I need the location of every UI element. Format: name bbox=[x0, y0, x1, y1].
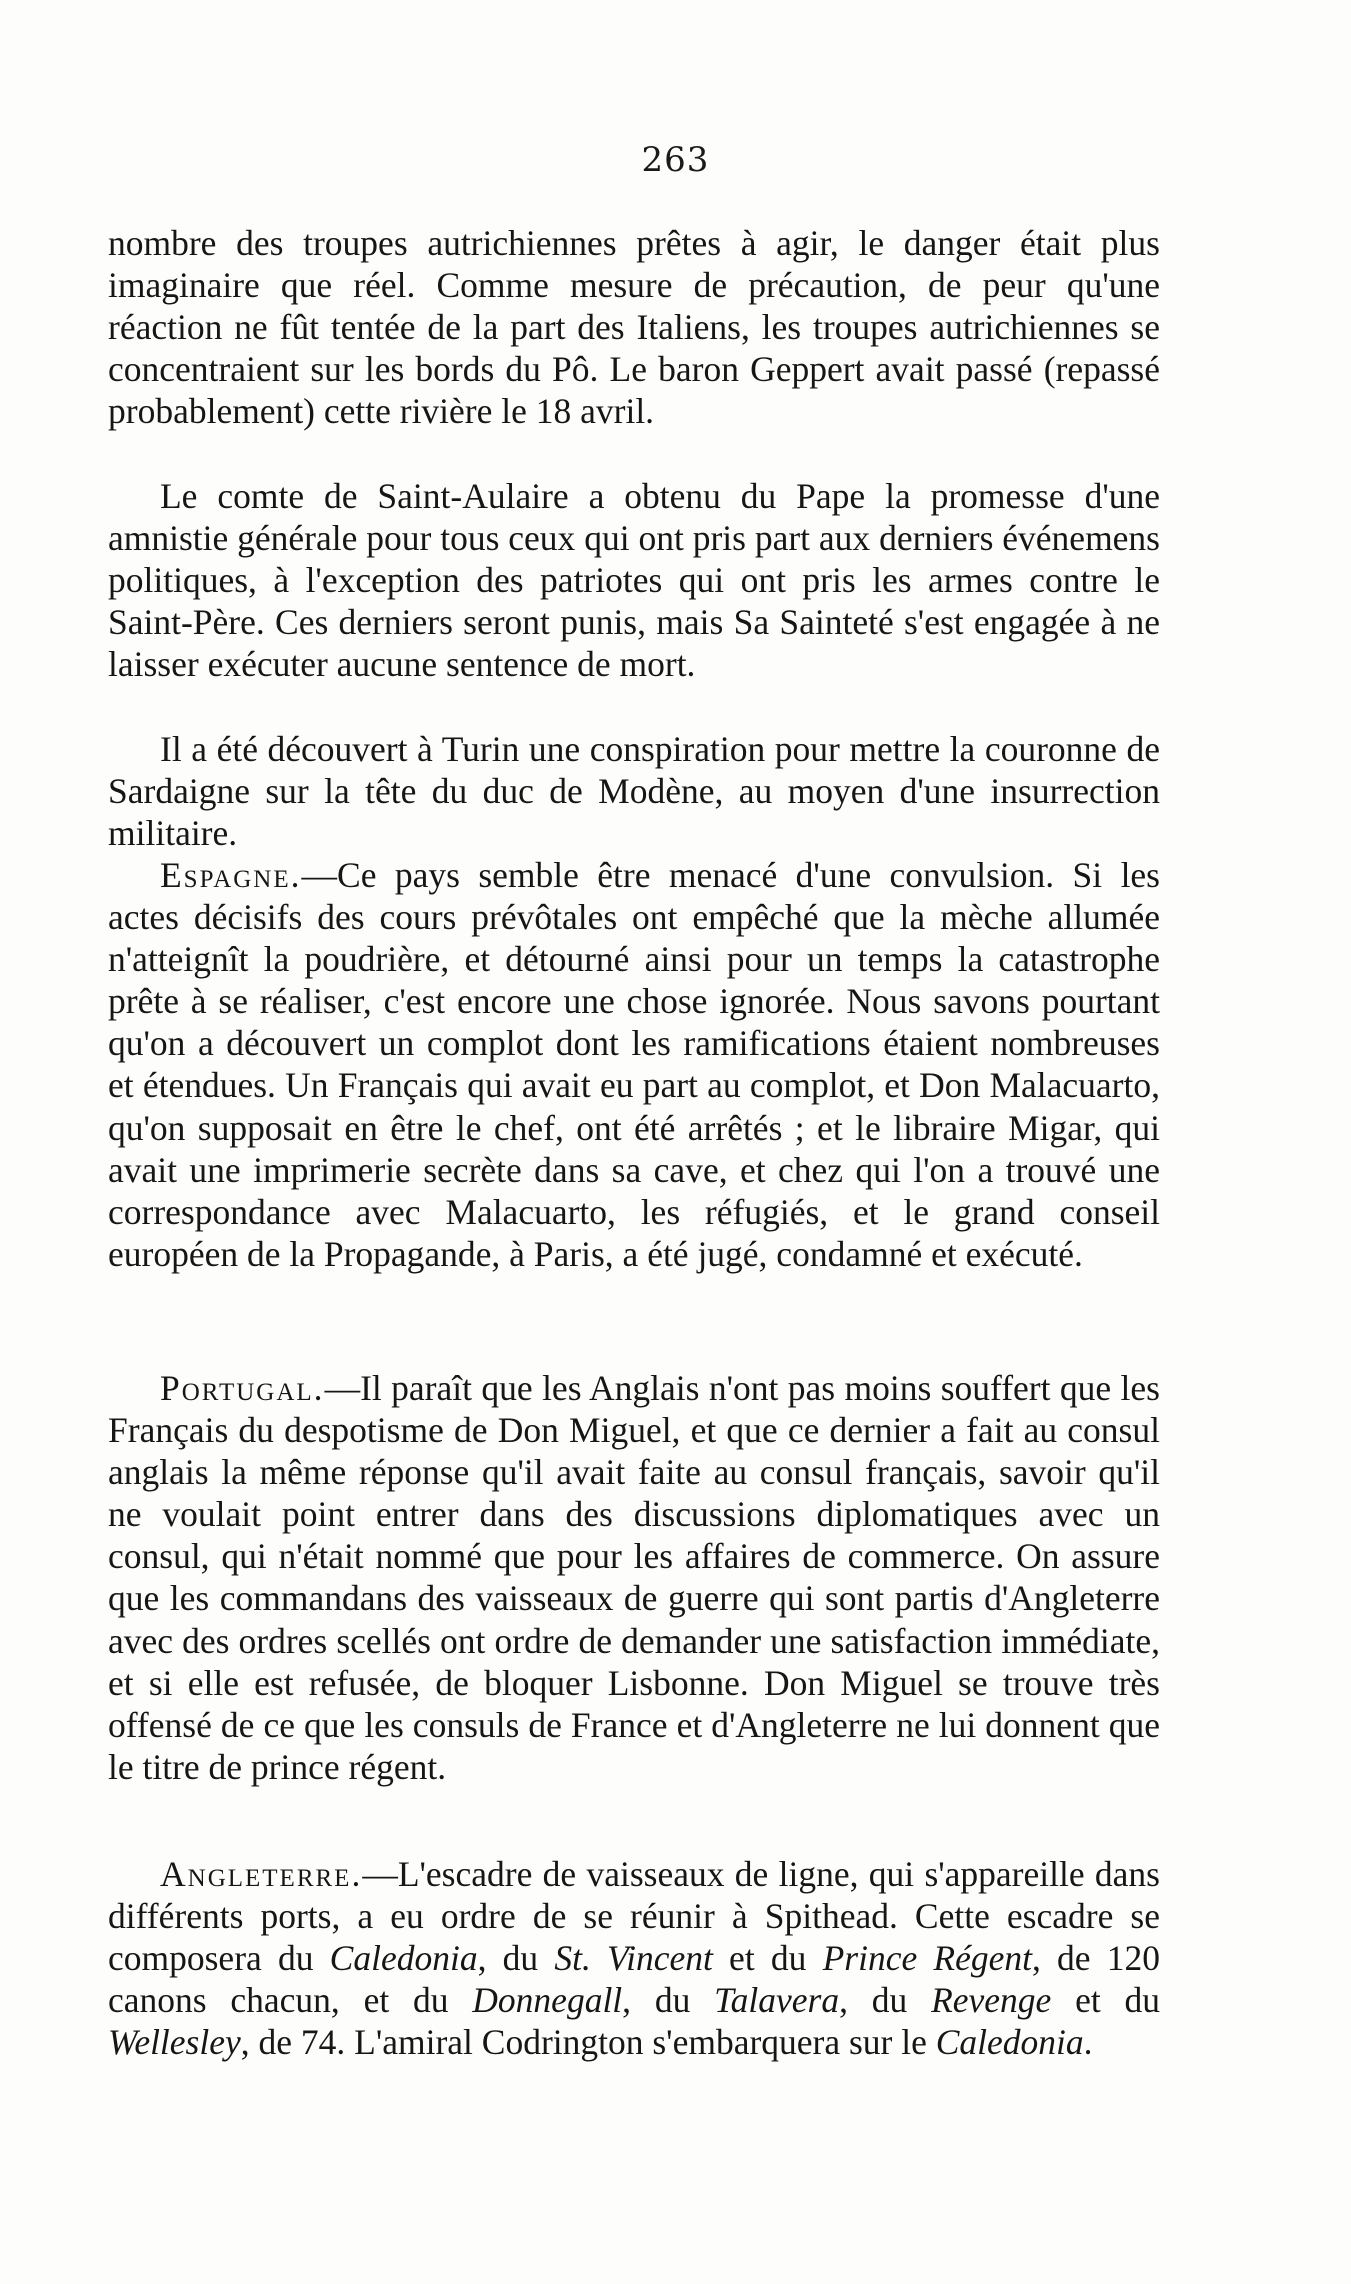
body-text: . bbox=[1083, 2022, 1093, 2063]
ship-name: Prince Régent bbox=[822, 1938, 1032, 1979]
ship-name: Talavera bbox=[714, 1980, 840, 2021]
paragraph-turin-conspiracy bbox=[108, 728, 1160, 854]
ship-name: Donnegall bbox=[472, 1980, 623, 2021]
ship-name: Caledonia bbox=[935, 2022, 1084, 2063]
body-text: , de 74. L'amiral Codrington s'embarquera sur le bbox=[240, 2022, 936, 2063]
section-body-portugal: —Il paraît que les Anglais n'ont pas moins souffert que les Français du despotisme de Don Miguel, et que ce dernier a fait au consul anglais la même réponse qu'il avait faite au consul français, savoir qu'il ne voulait point entrer dans des discussions diplomatiques avec un consul, qui n'était nommé que pour les affaires de commerce. On assure que les commandans des vaisseaux de guerre qui sont partis d'Angleterre avec des ordres scellés ont ordre de demander une satisfaction immédiate, et si elle est refusée, de bloquer Lisbonne. Don Miguel se trouve très offensé de ce que les consuls de France et d'Angleterre ne lui donnent que le titre de prince régent. bbox=[108, 1368, 1160, 1787]
body-text: et du bbox=[712, 1938, 823, 1979]
section-body-espagne: —Ce pays semble être menacé d'une convulsion. Si les actes décisifs des cours prévôtales ont empêché que la mèche allumée n'atteignît la poudrière, et détourné ainsi pour un temps la catastrophe prête à se réaliser, c'est encore une chose ignorée. Nous savons pourtant qu'on a découvert un complot dont les ramifications étaient nombreuses et étendues. Un Français qui avait eu part au complot, et Don Malacuarto, qu'on supposait en être le chef, ont été arrêtés ; et le libraire Migar, qui avait une imprimerie secrète dans sa cave, et chez qui l'on a trouvé une correspondance avec Malacuarto, les réfugiés, et le grand conseil européen de la Propagande, à Paris, a été jugé, condamné et exécuté. bbox=[108, 855, 1160, 1274]
section-heading-angleterre: Angleterre. bbox=[160, 1854, 363, 1894]
body-text: , du bbox=[839, 1980, 932, 2021]
body-text: et du bbox=[1051, 1980, 1161, 2021]
paragraph-text bbox=[108, 1853, 1160, 2063]
body-text: , de 120 canons chacun, et du bbox=[108, 1938, 1160, 2021]
section-espagne bbox=[108, 854, 1160, 1275]
body-text: , du bbox=[477, 1938, 555, 1979]
paragraph-text: Il a été découvert à Turin une conspiration pour mettre la couronne de Sardaigne sur la tête du duc de Modène, au moyen d'une insurrection militaire. bbox=[108, 729, 1160, 854]
body-text: , du bbox=[622, 1980, 715, 2021]
section-portugal bbox=[108, 1367, 1160, 1788]
section-heading-portugal: Portugal. bbox=[160, 1368, 325, 1408]
ship-name: Wellesley bbox=[108, 2022, 241, 2063]
paragraph-text: Le comte de Saint-Aulaire a obtenu du Pape la promesse d'une amnistie générale pour tous ceux qui ont pris part aux derniers événemens politiques, à l'exception des patriotes qui ont pris les armes contre le Saint-Père. Ces derniers seront punis, mais Sa Sainteté s'est engagée à ne laisser exécuter aucune sentence de mort. bbox=[108, 476, 1160, 685]
paragraph-austrian-troops bbox=[108, 222, 1160, 432]
paragraph-text: nombre des troupes autrichiennes prêtes à agir, le danger était plus imaginaire que réel. Comme mesure de précaution, de peur qu'une réaction ne fût tentée de la part des Italiens, les troupes autrichiennes se concentraient sur les bords du Pô. Le baron Geppert avait passé (repassé probablement) cette rivière le 18 avril. bbox=[108, 223, 1160, 432]
section-angleterre bbox=[108, 1853, 1160, 2063]
paragraph-text bbox=[108, 854, 1160, 1275]
paragraph-text bbox=[108, 1367, 1160, 1788]
body-text: —L'escadre de vaisseaux de ligne, qui s'appareille dans différents ports, a eu ordre de se réunir à Spithead. Cette escadre se composera du bbox=[108, 1854, 1160, 1979]
page-number: 263 bbox=[641, 140, 710, 180]
ship-name: St. Vincent bbox=[554, 1938, 713, 1979]
paragraph-amnesty bbox=[108, 475, 1160, 685]
ship-name: Caledonia bbox=[329, 1938, 478, 1979]
ship-name: Revenge bbox=[931, 1980, 1052, 2021]
section-heading-espagne: Espagne. bbox=[160, 855, 302, 895]
